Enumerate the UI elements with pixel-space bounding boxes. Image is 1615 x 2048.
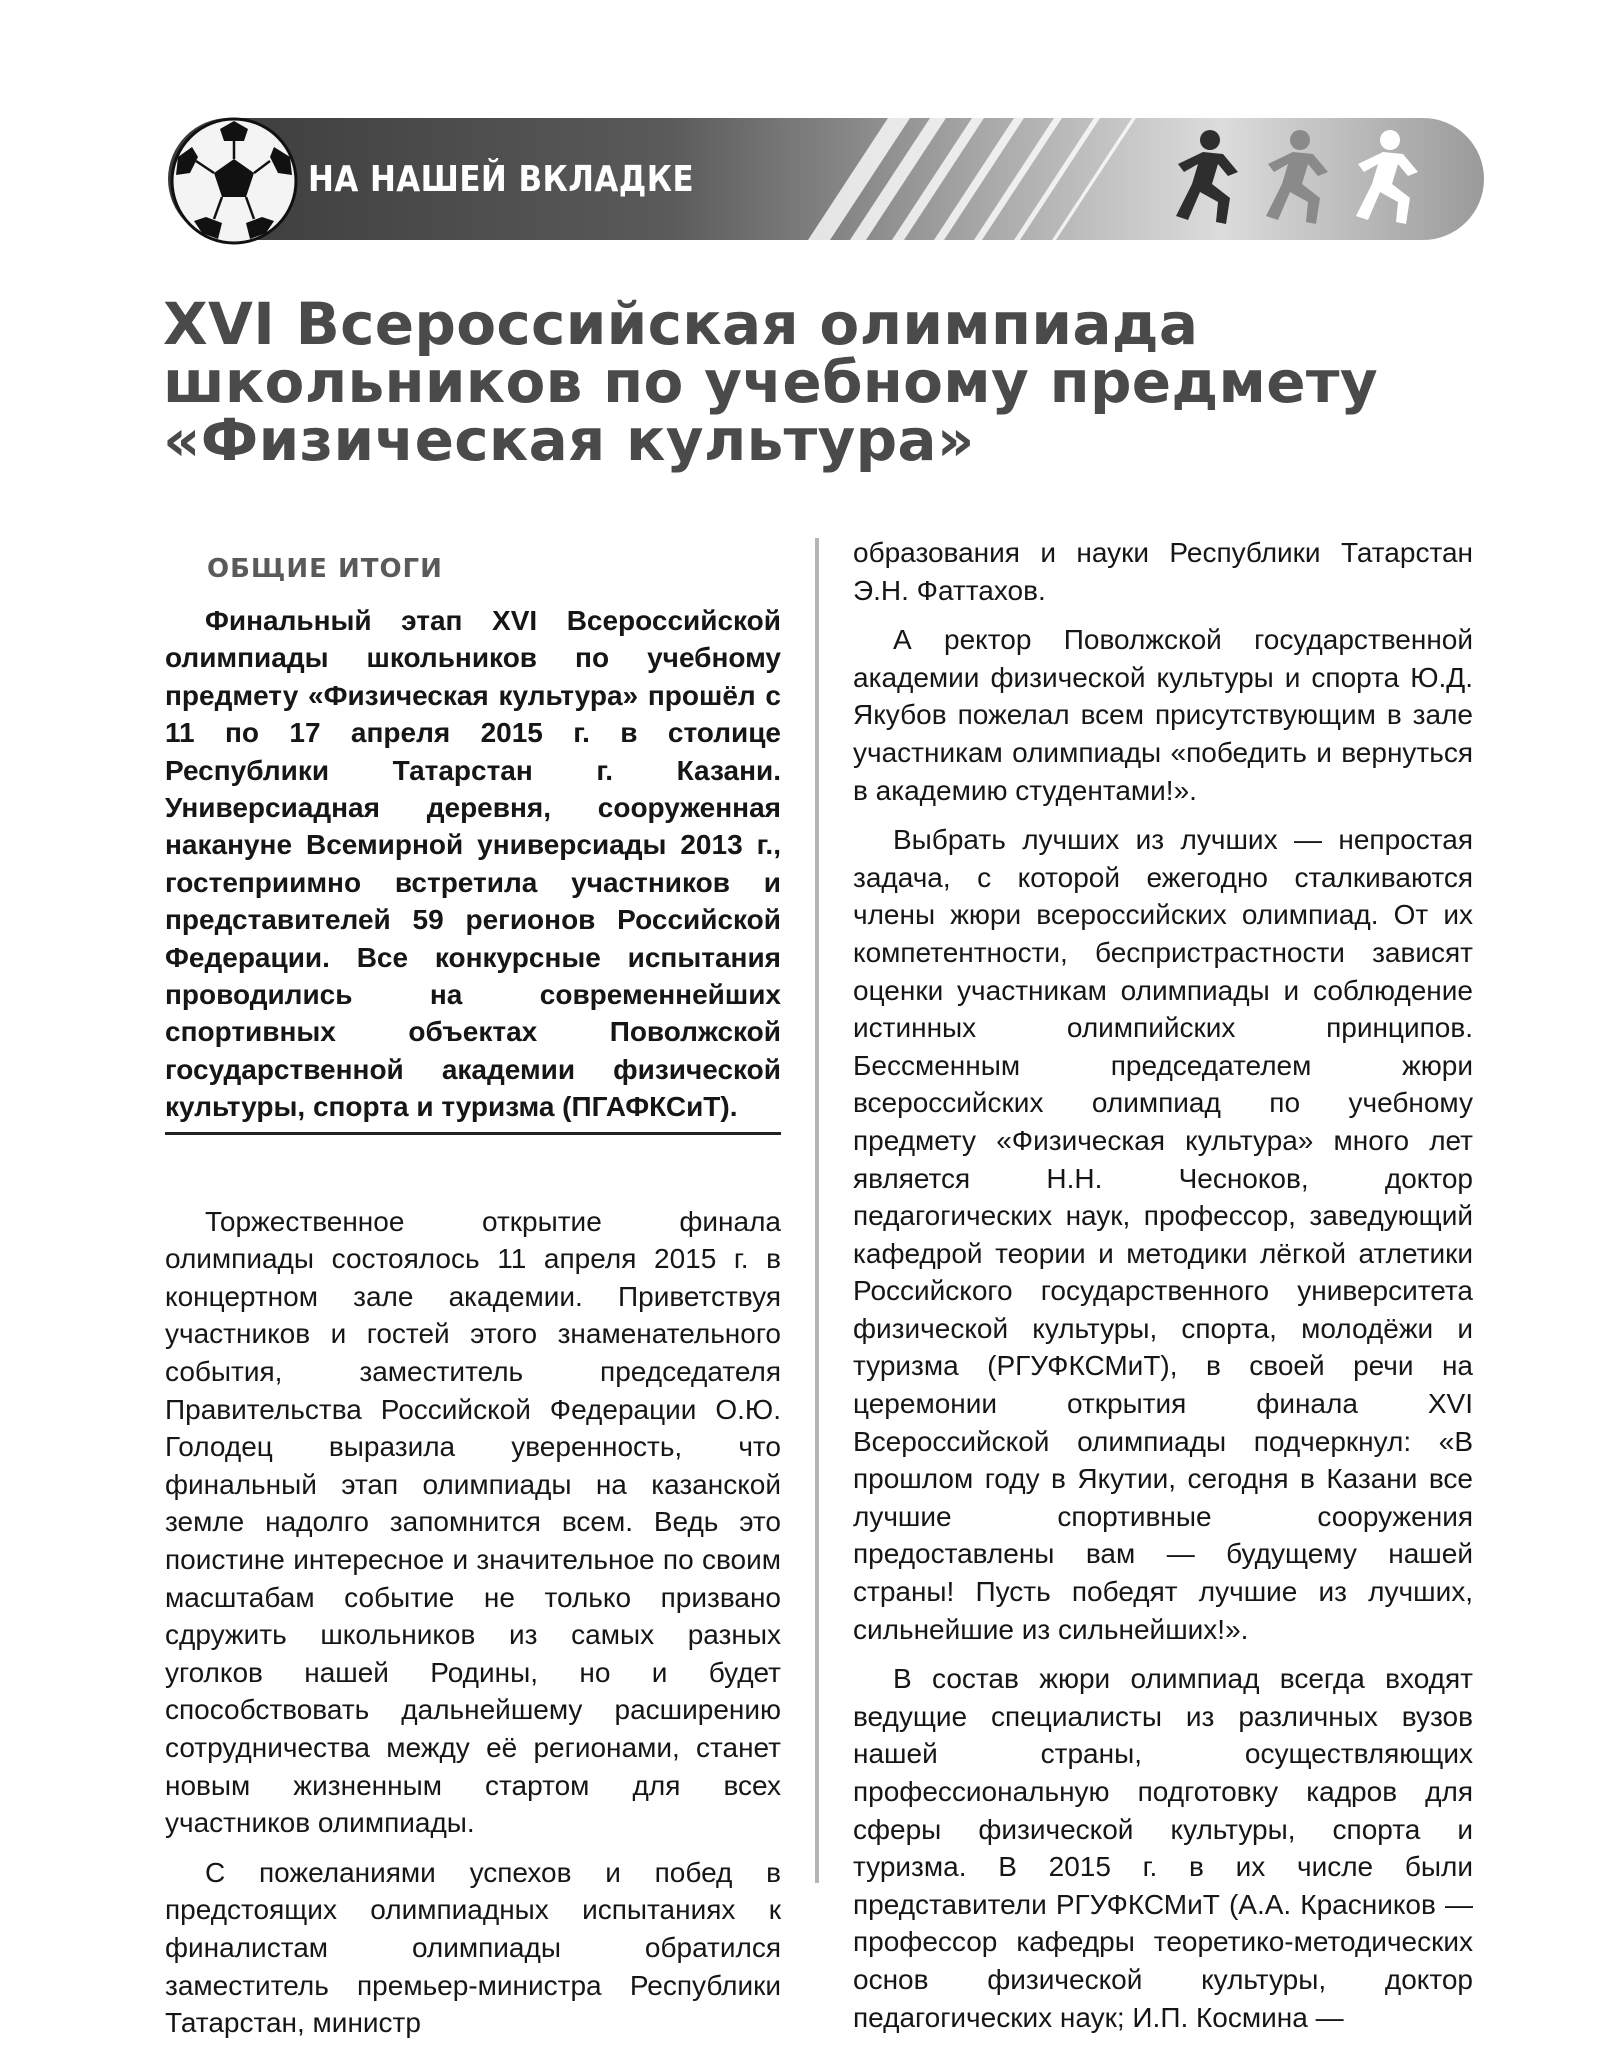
title-line-2: школьников по учебному предмету xyxy=(163,348,1378,416)
body-paragraph: А ректор Поволжской государственной академии физической культуры и спорта Ю.Д. Якубов пожелал всем присутствующим в зале участникам олимпиады «победить и вернуться в академию студентами!». xyxy=(853,624,1473,806)
title-line-3: «Физическая культура» xyxy=(163,406,975,474)
title-line-1: XVI Всероссийская олимпиада xyxy=(163,290,1199,358)
lead-paragraph: Финальный этап XVI Всероссийской олимпиады школьников по учебному предмету «Физическая культура» прошёл с 11 по 17 апреля 2015 г. в столице Республики Татарстан г. Казани. Универсиадная деревня, сооруженная накануне Всемирной универсиады 2013 г., гостеприимно встретила участников и представителей 59 регионов Российской Федерации. Все конкурсные испытания проводились на современнейших спортивных объектах Поволжской государственной академии физической культуры, спорта и туризма (ПГАФКСиТ). xyxy=(165,605,781,1123)
column-divider xyxy=(815,538,819,1883)
runner-icon xyxy=(1148,124,1448,236)
body-paragraph: С пожеланиями успехов и побед в предстоящих олимпиадных испытаниях к финалистам олимпиады обратился заместитель премьер-министра Республики Татарстан, министр xyxy=(165,1856,781,2039)
article-title xyxy=(163,290,1378,474)
section-heading: ОБЩИЕ ИТОГИ xyxy=(207,554,443,584)
soccer-ball-icon xyxy=(170,117,298,245)
left-column xyxy=(165,534,781,2042)
banner-label: НА НАШЕЙ ВКЛАДКЕ xyxy=(308,158,695,200)
body-paragraph: Выбрать лучших из лучших — непростая задача, с которой ежегодно сталкиваются члены жюри всероссийских олимпиад. От их компетентности, беспристрастности зависят оценки участникам олимпиады и соблюдение истинных олимпийских принципов. Бессменным председателем жюри всероссийских олимпиад по учебному предмету «Физическая культура» много лет является Н.Н. Чесноков, доктор педагогических наук, профессор, заведующий кафедрой теории и методики лёгкой атлетики Российского государственного университета физической культуры, спорта, молодёжи и туризма (РГУФКСМиТ), в своей речи на церемонии открытия финала XVI Всероссийской олимпиады подчеркнул: «В прошлом году в Якутии, сегодня в Казани все лучшие спортивные сооружения предоставлены вам — будущему нашей страны! Пусть победят лучшие из лучших, сильнейшие из сильнейших!». xyxy=(853,824,1473,1645)
body-paragraph: Торжественное открытие финала олимпиады состоялось 11 апреля 2015 г. в концертном зале академии. Приветствуя участников и гостей этого знаменательного события, заместитель председателя Правительства Российской Федерации О.Ю. Голодец выразила уверенность, что финальный этап олимпиады на казанской земле надолго запомнится всем. Ведь это поистине интересное и значительное по своим масштабам событие не только призвано сдружить школьников из самых разных уголков нашей Родины, но и будет способствовать дальнейшему расширению сотрудничества между её регионами, станет новым жизненным стартом для всех участников олимпиады. xyxy=(165,1205,781,1839)
right-column xyxy=(853,534,1473,2036)
body-paragraph: В состав жюри олимпиад всегда входят ведущие специалисты из различных вузов нашей страны, осуществляющих профессиональную подготовку кадров для сферы физической культуры, спорта и туризма. В 2015 г. в их числе были представители РГУФКСМиТ (А.А. Красников — профессор кафедры теоретико-методических основ физической культуры, доктор педагогических наук; И.П. Космина — xyxy=(853,1663,1473,2033)
section-banner xyxy=(168,118,1484,240)
body-paragraph: образования и науки Республики Татарстан Э.Н. Фаттахов. xyxy=(853,537,1473,606)
